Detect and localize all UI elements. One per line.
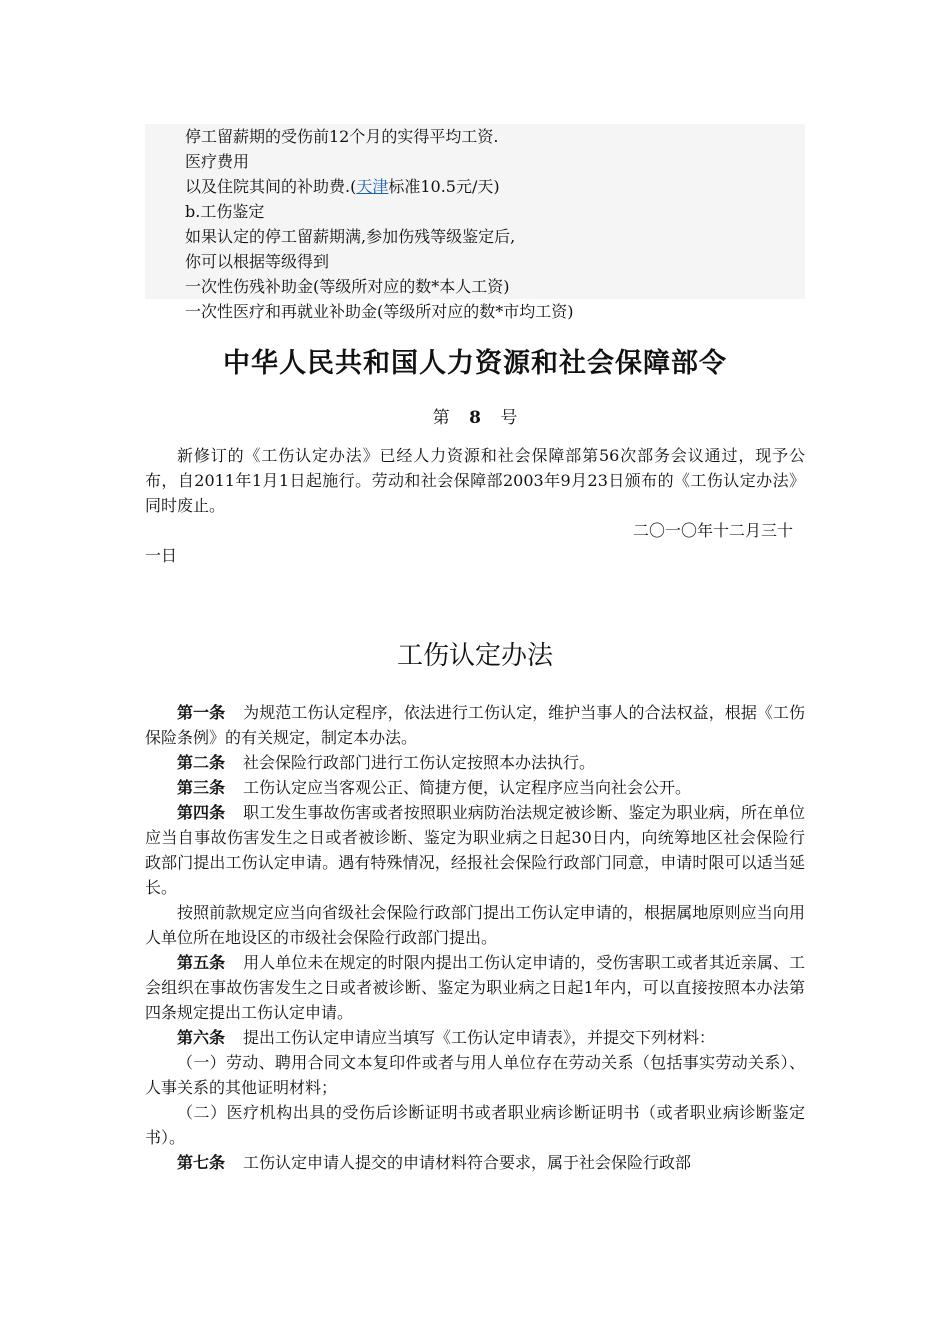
decree-title: 中华人民共和国人力资源和社会保障部令 bbox=[223, 348, 727, 379]
law-title: 工伤认定办法 bbox=[396, 641, 553, 671]
article-text: 工伤认定应当客观公正、简捷方便，认定程序应当向社会公开。 bbox=[243, 778, 692, 797]
decree-number-value: 8 bbox=[469, 408, 481, 428]
article-text: 按照前款规定应当向省级社会保险行政部门提出工伤认定申请的，根据属地原则应当向用人单位所在地设区的市级社会保险行政部门提出。 bbox=[145, 903, 805, 947]
decree-number-prefix: 第 bbox=[432, 408, 450, 428]
decree-body: 新修订的《工伤认定办法》已经人力资源和社会保障部第56次部务会议通过，现予公布，自2011年1月1日起施行。劳动和社会保障部2003年9月23日颁布的《工伤认定办法》同时废止。 bbox=[145, 446, 805, 515]
article-label: 第二条 bbox=[177, 753, 226, 772]
article bbox=[145, 750, 805, 775]
article-label: 第七条 bbox=[177, 1153, 226, 1172]
article-text: （一）劳动、聘用合同文本复印件或者与用人单位存在劳动关系（包括事实劳动关系）、人事关系的其他证明材料； bbox=[145, 1053, 805, 1097]
tianjin-link[interactable]: 天津 bbox=[356, 177, 389, 196]
intro-line: 停工留薪期的受伤前12个月的实得平均工资. bbox=[185, 127, 499, 146]
highlighted-text-block bbox=[145, 124, 805, 299]
article bbox=[145, 950, 805, 1025]
article-label: 第五条 bbox=[177, 953, 226, 972]
intro-after-line: 一次性医疗和再就业补助金(等级所对应的数*市均工资) bbox=[185, 302, 574, 321]
intro-line: 医疗费用 bbox=[185, 152, 250, 171]
article-text: （二）医疗机构出具的受伤后诊断证明书或者职业病诊断证明书（或者职业病诊断鉴定书）。 bbox=[145, 1103, 805, 1147]
intro-line-with-link bbox=[185, 174, 805, 199]
article-text: 工伤认定申请人提交的申请材料符合要求，属于社会保险行政部 bbox=[243, 1153, 692, 1172]
article-label: 第一条 bbox=[177, 703, 226, 722]
article-label: 第六条 bbox=[177, 1028, 226, 1047]
article-label: 第三条 bbox=[177, 778, 226, 797]
intro-line: 如果认定的停工留薪期满,参加伤残等级鉴定后, bbox=[185, 227, 516, 246]
article-item bbox=[145, 1050, 805, 1100]
intro-line: 你可以根据等级得到 bbox=[185, 252, 330, 271]
article-text: 为规范工伤认定程序，依法进行工伤认定，维护当事人的合法权益，根据《工伤保险条例》的有关规定，制定本办法。 bbox=[145, 703, 805, 747]
article-label: 第四条 bbox=[177, 803, 226, 822]
article-text: 提出工伤认定申请应当填写《工伤认定申请表》，并提交下列材料： bbox=[243, 1028, 716, 1047]
intro-line: 一次性伤残补助金(等级所对应的数*本人工资) bbox=[185, 277, 510, 296]
decree-number bbox=[145, 406, 805, 431]
article bbox=[145, 800, 805, 900]
article-list bbox=[145, 700, 805, 1175]
article-item bbox=[145, 1100, 805, 1150]
article-text: 职工发生事故伤害或者按照职业病防治法规定被诊断、鉴定为职业病，所在单位应当自事故伤害发生之日或者被诊断、鉴定为职业病之日起30日内，向统筹地区社会保险行政部门提出工伤认定申请。遇有特殊情况，经报社会保险行政部门同意，申请时限可以适当延长。 bbox=[145, 803, 805, 897]
document-page bbox=[145, 124, 805, 1175]
article bbox=[145, 1025, 805, 1050]
article-text: 社会保险行政部门进行工伤认定按照本办法执行。 bbox=[243, 753, 596, 772]
decree-date-line: 二〇一〇年十二月三十 bbox=[632, 521, 793, 540]
decree-number-suffix: 号 bbox=[500, 408, 518, 428]
article-paragraph bbox=[145, 900, 805, 950]
article bbox=[145, 1150, 805, 1175]
article bbox=[145, 700, 805, 750]
intro-line: b.工伤鉴定 bbox=[185, 202, 265, 221]
decree-date-tail: 一日 bbox=[145, 546, 178, 565]
intro-line-suffix: 标准10.5元/天) bbox=[388, 177, 500, 196]
article bbox=[145, 775, 805, 800]
article-text: 用人单位未在规定的时限内提出工伤认定申请的，受伤害职工或者其近亲属、工会组织在事故伤害发生之日或者被诊断、鉴定为职业病之日起1年内，可以直接按照本办法第四条规定提出工伤认定申请。 bbox=[145, 953, 805, 1022]
intro-line-prefix: 以及住院其间的补助费.( bbox=[185, 177, 357, 196]
